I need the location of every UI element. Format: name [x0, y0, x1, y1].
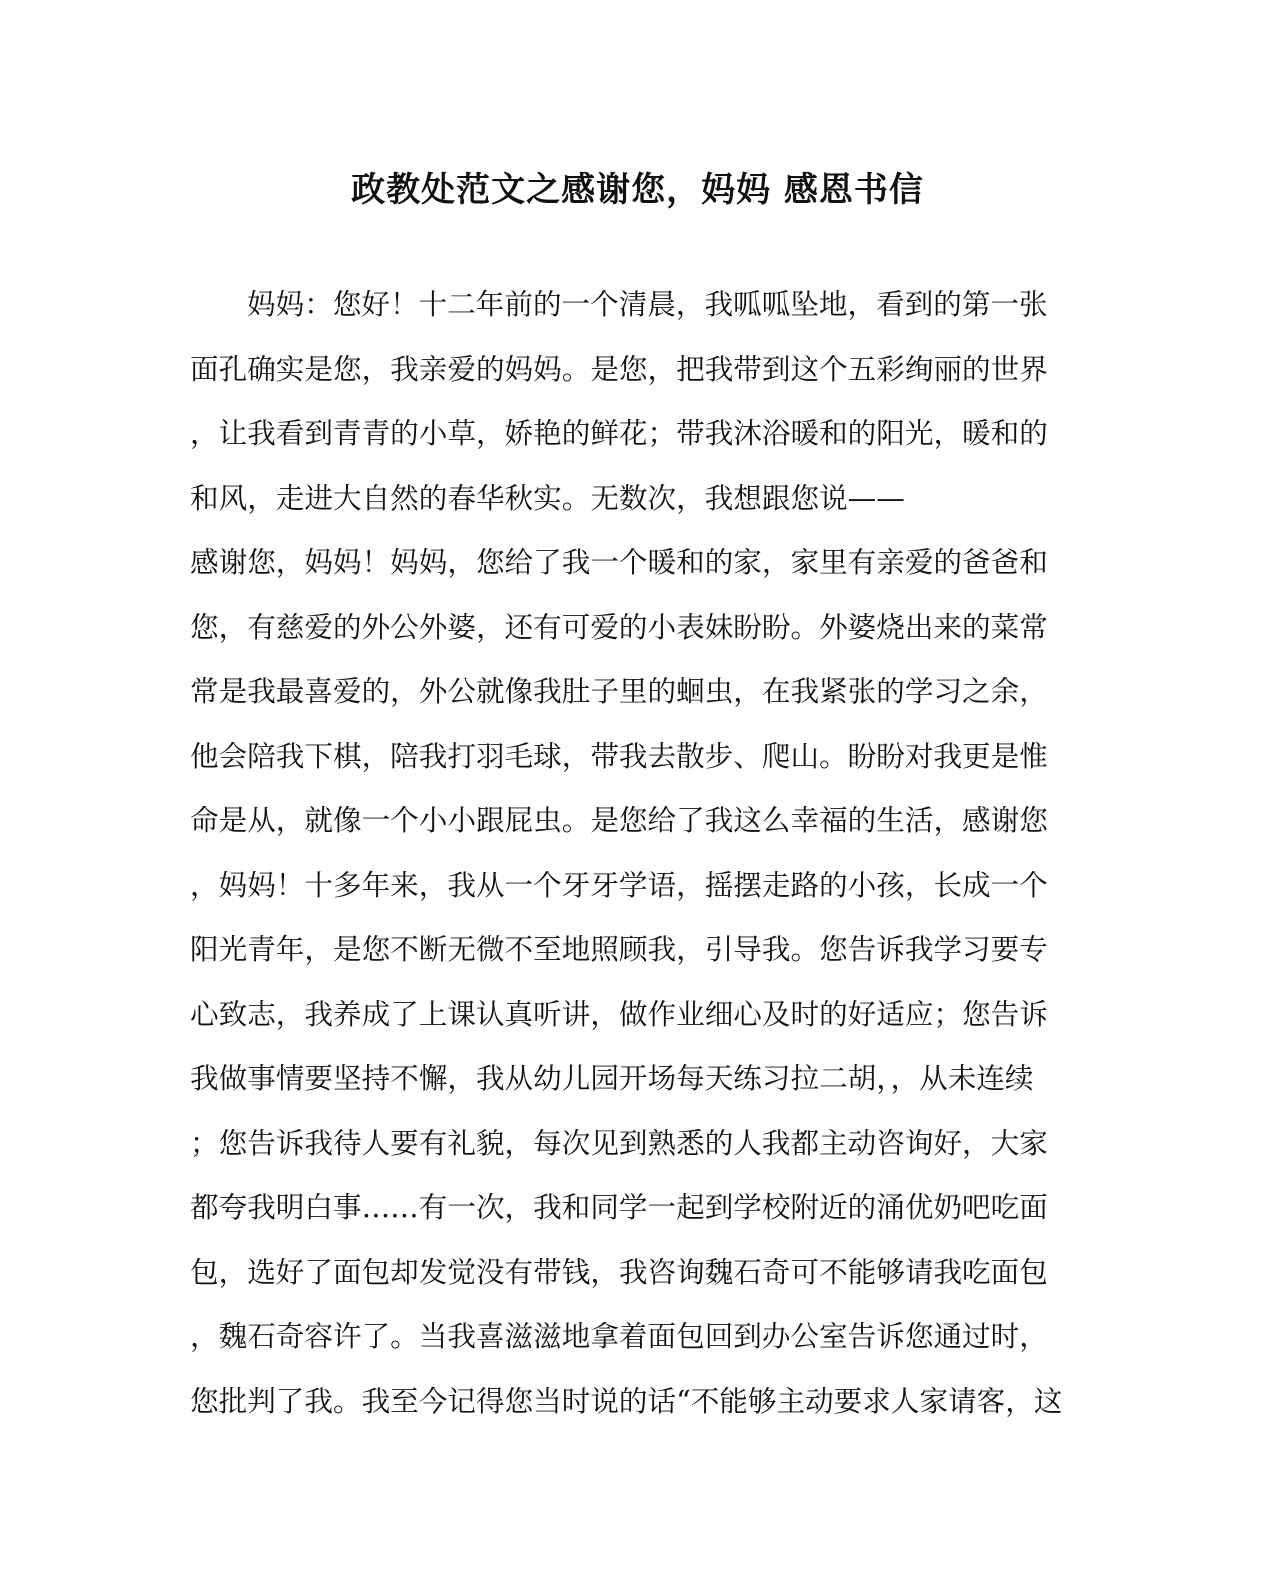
body-line: 常是我最喜爱的，外公就像我肚子里的蛔虫，在我紧张的学习之余， — [190, 674, 1048, 708]
document-body — [190, 272, 1070, 1433]
body-line: 感谢您，妈妈！妈妈，您给了我一个暖和的家，家里有亲爱的爸爸和 — [190, 545, 1048, 579]
body-line: 阳光青年，是您不断无微不至地照顾我，引导我。您告诉我学习要专 — [190, 932, 1048, 966]
body-line: 您，有慈爱的外公外婆，还有可爱的小表妹盼盼。外婆烧出来的菜常 — [190, 609, 1048, 644]
body-line: ，让我看到青青的小草，娇艳的鲜花；带我沐浴暖和的阳光，暖和的 — [190, 416, 1048, 450]
body-line: 我做事情要坚持不懈，我从幼儿园开场每天练习拉二胡，，从未连续 — [190, 1061, 1034, 1095]
body-line: 命是从，就像一个小小跟屁虫。是您给了我这么幸福的生活，感谢您 — [190, 803, 1048, 837]
body-line: 他会陪我下棋，陪我打羽毛球，带我去散步、爬山。盼盼对我更是惟 — [190, 738, 1048, 773]
body-line: ，妈妈！十多年来，我从一个牙牙学语，摇摆走路的小孩，长成一个 — [190, 867, 1048, 902]
body-line: 面孔确实是您，我亲爱的妈妈。是您，把我带到这个五彩绚丽的世界 — [190, 351, 1048, 386]
body-line: 您批判了我。我至今记得您当时说的话“不能够主动要求人家请客，这 — [190, 1383, 1063, 1418]
body-line: 妈妈：您好！十二年前的一个清晨，我呱呱坠地，看到的第一张 — [247, 287, 1048, 321]
body-line: 心致志，我养成了上课认真听讲，做作业细心及时的好适应；您告诉 — [190, 996, 1048, 1031]
body-line: 都夸我明白事……有一次，我和同学一起到学校附近的涌优奶吧吃面 — [190, 1190, 1048, 1224]
document-title: 政教处范文之感谢您，妈妈 感恩书信 — [351, 170, 924, 210]
body-line: 和风，走进大自然的春华秋实。无数次，我想跟您说—— — [190, 480, 905, 515]
body-line: ；您告诉我待人要有礼貌，每次见到熟悉的人我都主动咨询好，大家 — [190, 1125, 1048, 1160]
body-line: 包，选好了面包却发觉没有带钱，我咨询魏石奇可不能够请我吃面包 — [190, 1254, 1048, 1289]
body-line: ，魏石奇容许了。当我喜滋滋地拿着面包回到办公室告诉您通过时， — [190, 1319, 1048, 1353]
